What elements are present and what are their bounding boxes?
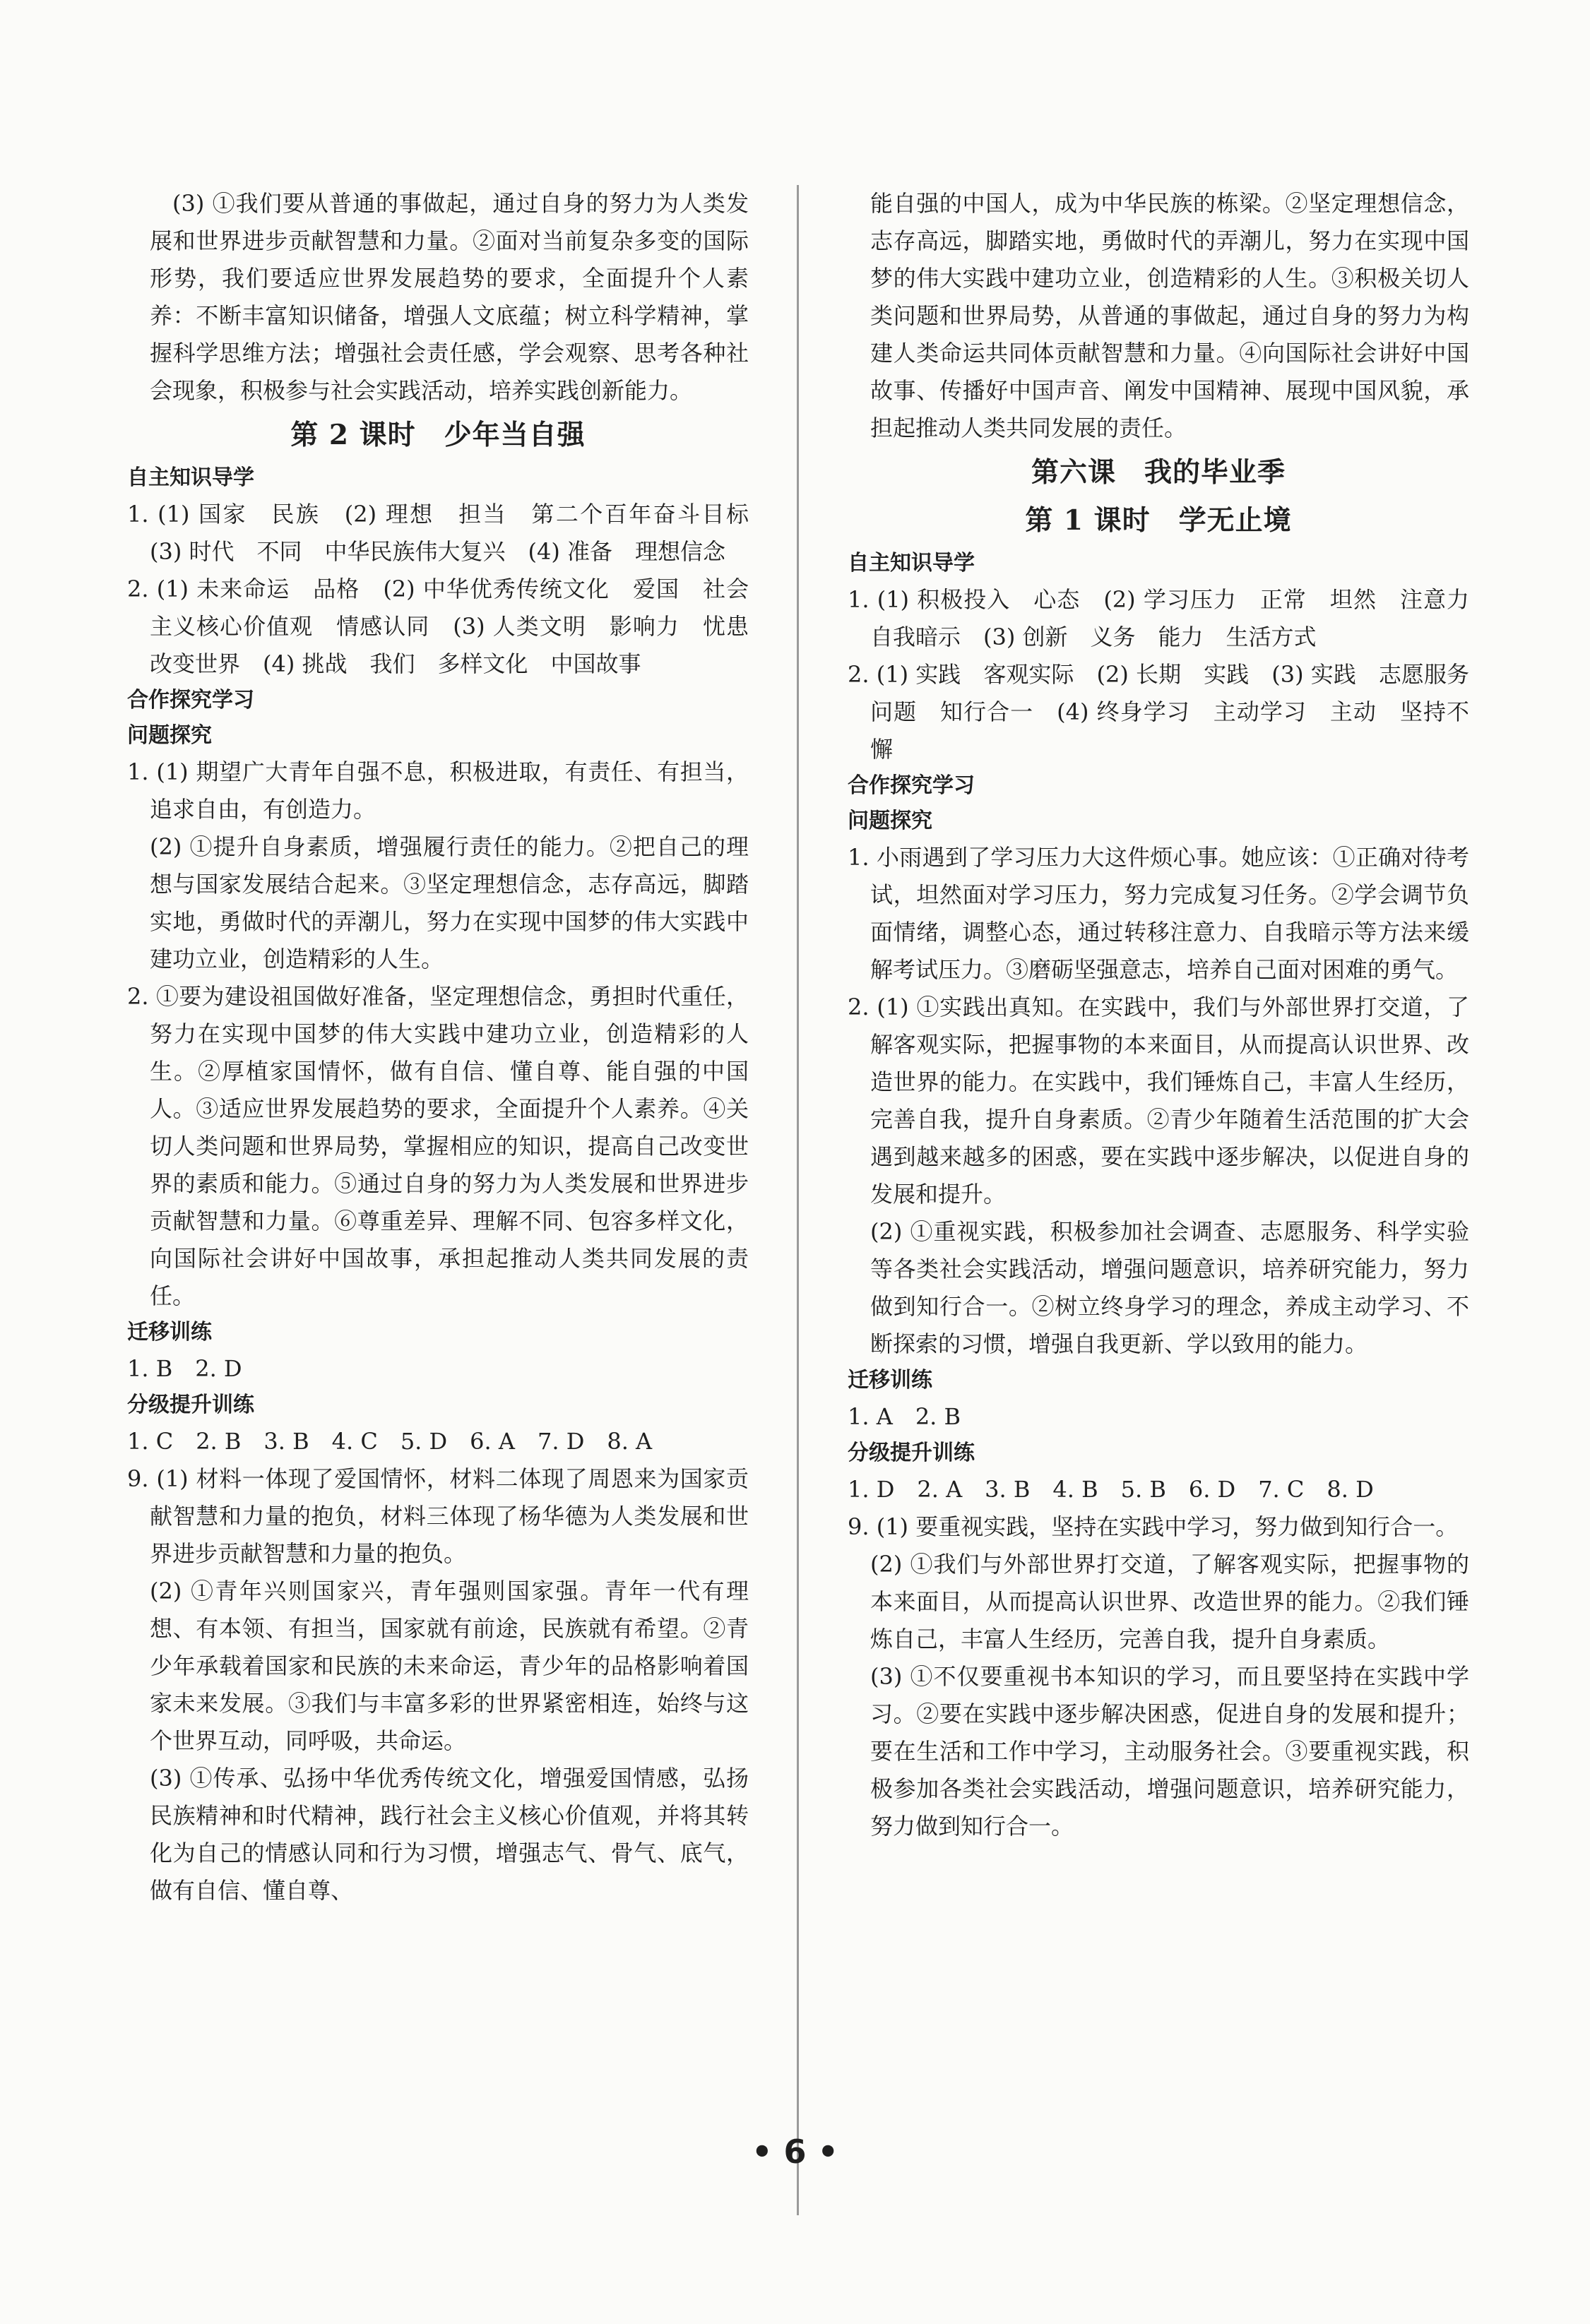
left-column bbox=[127, 185, 772, 1909]
right-section-hezuo: 合作探究学习 bbox=[848, 773, 975, 798]
left-section-zizhu: 自主知识导学 bbox=[127, 465, 254, 490]
left-wenti-1b: (2) ①提升自身素质，增强履行责任的能力。②把自己的理想与国家发展结合起来。③坚定理想信念，志存高远，脚踏实地，勇做时代的弄潮儿，努力在实现中国梦的伟大实践中建功立业，创造精彩的人生。 bbox=[150, 833, 749, 972]
right-section-zizhu: 自主知识导学 bbox=[848, 551, 975, 576]
right-section-fenji: 分级提升训练 bbox=[848, 1441, 975, 1465]
left-fenji-9a: 9. (1) 材料一体现了爱国情怀，材料二体现了周恩来为国家贡献智慧和力量的抱负，材料三体现了杨华德为人类发展和世界进步贡献智慧和力量的抱负。 bbox=[127, 1465, 749, 1567]
left-zizhu-2: 2. (1) 未来命运 品格 (2) 中华优秀传统文化 爱国 社会主义核心价值观 情感认同 (3) 人类文明 影响力 忧患 改变世界 (4) 挑战 我们 多样文化 中国故事 bbox=[127, 576, 772, 677]
left-qianyi-answers: 1. B 2. D bbox=[127, 1355, 242, 1382]
left-zizhu-1: 1. (1) 国家 民族 (2) 理想 担当 第二个百年奋斗目标 (3) 时代 不同 中华民族伟大复兴 (4) 准备 理想信念 bbox=[127, 501, 772, 565]
right-section-qianyi: 迁移训练 bbox=[848, 1368, 932, 1393]
right-fenji-answers: 1. D 2. A 3. B 4. B 5. B 6. D 7. C 8. D bbox=[848, 1476, 1374, 1503]
page-number: • 6 • bbox=[752, 2133, 838, 2171]
right-lesson-title: 第 1 课时 学无止境 bbox=[1025, 504, 1292, 537]
right-column bbox=[848, 185, 1493, 1845]
left-section-hezuo: 合作探究学习 bbox=[127, 688, 254, 713]
column-divider bbox=[797, 185, 799, 2215]
left-fenji-9b: (2) ①青年兴则国家兴，青年强则国家强。青年一代有理想、有本领、有担当，国家就有前途，民族就有希望。②青少年承载着国家和民族的未来命运，青少年的品格影响着国家未来发展。③我们与丰富多彩的世界紧密相连，始终与这个世界互动，同呼吸，共命运。 bbox=[150, 1578, 749, 1754]
right-qianyi-answers: 1. A 2. B bbox=[848, 1403, 961, 1430]
right-wenti-2a: 2. (1) ①实践出真知。在实践中，我们与外部世界打交道，了解客观实际，把握事物的本来面目，从而提高认识世界、改造世界的能力。在实践中，我们锤炼自己，丰富人生经历，完善自我，提升自身素质。②青少年随着生活范围的扩大会遇到越来越多的困惑，要在实践中逐步解决，以促进自身的发展和提升。 bbox=[848, 994, 1469, 1208]
left-fenji-answers: 1. C 2. B 3. B 4. C 5. D 6. A 7. D 8. A bbox=[127, 1428, 653, 1455]
right-top-paragraph: 能自强的中国人，成为中华民族的栋梁。②坚定理想信念，志存高远，脚踏实地，勇做时代的弄潮儿，努力在实现中国梦的伟大实践中建功立业，创造精彩的人生。③积极关切人类问题和世界局势，从普通的事做起，通过自身的努力为构建人类命运共同体贡献智慧和力量。④向国际社会讲好中国故事、传播好中国声音、阐发中国精神、展现中国风貌，承担起推动人类共同发展的责任。 bbox=[870, 190, 1469, 441]
left-section-wenti: 问题探究 bbox=[127, 723, 212, 748]
right-zizhu-1: 1. (1) 积极投入 心态 (2) 学习压力 正常 坦然 注意力 自我暗示 (3) 创新 义务 能力 生活方式 bbox=[848, 586, 1493, 650]
right-fenji-9c: (3) ①不仅要重视书本知识的学习，而且要坚持在实践中学习。②要在实践中逐步解决困惑，促进自身的发展和提升；要在生活和工作中学习，主动服务社会。③要重视实践，积极参加各类社会实践活动，增强问题意识，培养研究能力，努力做到知行合一。 bbox=[870, 1663, 1469, 1840]
right-unit-title: 第六课 我的毕业季 bbox=[1031, 456, 1286, 489]
left-section-qianyi: 迁移训练 bbox=[127, 1320, 212, 1345]
right-zizhu-2: 2. (1) 实践 客观实际 (2) 长期 实践 (3) 实践 志愿服务 问题 知行合一 (4) 终身学习 主动学习 主动 坚持不懈 bbox=[848, 661, 1493, 763]
left-top-paragraph: (3) ①我们要从普通的事做起，通过自身的努力为人类发展和世界进步贡献智慧和力量。②面对当前复杂多变的国际形势，我们要适应世界发展趋势的要求，全面提升个人素养：不断丰富知识储备，增强人文底蕴；树立科学精神，掌握科学思维方法；增强社会责任感，学会观察、思考各种社会现象，积极参与社会实践活动，培养实践创新能力。 bbox=[150, 190, 749, 404]
right-wenti-1: 1. 小雨遇到了学习压力大这件烦心事。她应该：①正确对待考试，坦然面对学习压力，努力完成复习任务。②学会调节负面情绪，调整心态，通过转移注意力、自我暗示等方法来缓解考试压力。③磨砺坚强意志，培养自己面对困难的勇气。 bbox=[848, 844, 1469, 983]
left-lesson-title: 第 2 课时 少年当自强 bbox=[290, 419, 586, 451]
right-wenti-2b: (2) ①重视实践，积极参加社会调查、志愿服务、科学实验等各类社会实践活动，增强问题意识，培养研究能力，努力做到知行合一。②树立终身学习的理念，养成主动学习、不断探索的习惯，增强自我更新、学以致用的能力。 bbox=[870, 1218, 1469, 1357]
right-fenji-9b: (2) ①我们与外部世界打交道，了解客观实际，把握事物的本来面目，从而提高认识世界、改造世界的能力。②我们锤炼自己，丰富人生经历，完善自我，提升自身素质。 bbox=[870, 1551, 1469, 1652]
left-wenti-1a: 1. (1) 期望广大青年自强不息，积极进取，有责任、有担当，追求自由，有创造力。 bbox=[127, 758, 749, 823]
left-wenti-2: 2. ①要为建设祖国做好准备，坚定理想信念，勇担时代重任，努力在实现中国梦的伟大实践中建功立业，创造精彩的人生。②厚植家国情怀，做有自信、懂自尊、能自强的中国人。③适应世界发展趋势的要求，全面提升个人素养。④关切人类问题和世界局势，掌握相应的知识，提高自己改变世界的素质和能力。⑤通过自身的努力为人类发展和世界进步贡献智慧和力量。⑥尊重差异、理解不同、包容多样文化，向国际社会讲好中国故事，承担起推动人类共同发展的责任。 bbox=[127, 983, 749, 1309]
left-section-fenji: 分级提升训练 bbox=[127, 1393, 254, 1417]
left-fenji-9c: (3) ①传承、弘扬中华优秀传统文化，增强爱国情感，弘扬民族精神和时代精神，践行社会主义核心价值观，并将其转化为自己的情感认同和行为习惯，增强志气、骨气、底气，做有自信、懂自尊、 bbox=[150, 1765, 749, 1904]
right-fenji-9a: 9. (1) 要重视实践，坚持在实践中学习，努力做到知行合一。 bbox=[848, 1513, 1459, 1540]
right-section-wenti: 问题探究 bbox=[848, 809, 932, 833]
